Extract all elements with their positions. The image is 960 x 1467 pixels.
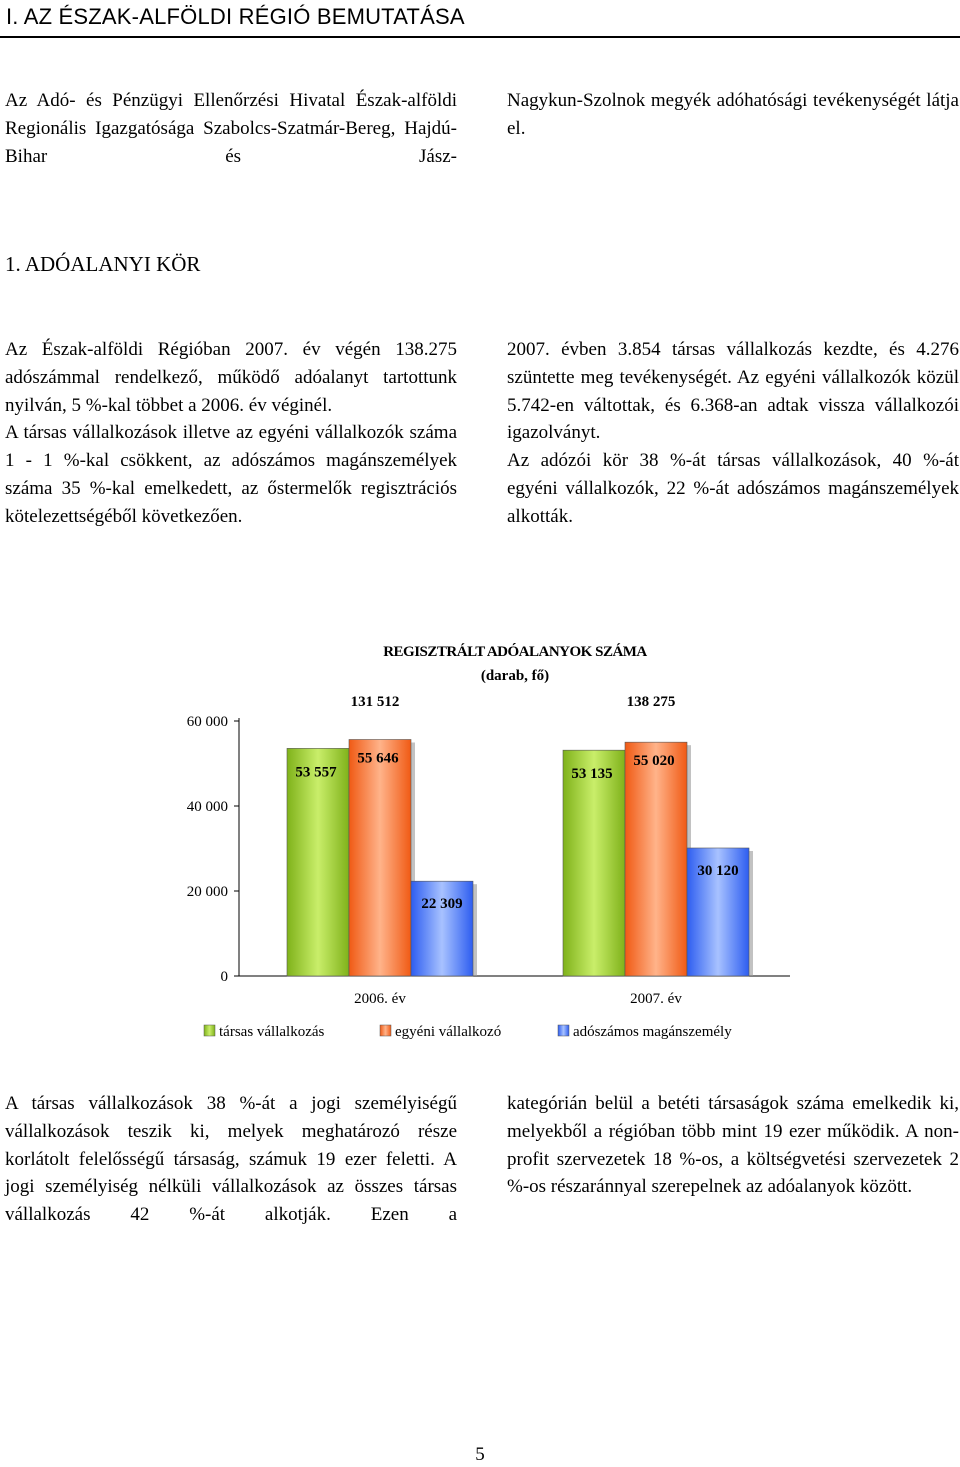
legend-swatch bbox=[380, 1025, 391, 1036]
data-label: 30 120 bbox=[697, 862, 739, 879]
data-label: 22 309 bbox=[421, 896, 463, 913]
total-label: 138 275 bbox=[626, 694, 676, 710]
data-label: 55 020 bbox=[633, 753, 675, 770]
data-label: 55 646 bbox=[357, 750, 399, 767]
legend-label: adószámos magánszemély bbox=[573, 1024, 732, 1040]
bar-társas-vállalkozás bbox=[287, 748, 349, 976]
bottom-right-text: kategórián belül a betéti társaságok száma emelkedik ki, melyekből a régióban több mint 19 ezer működik. A non-profit szervezetek 18 %-os, a költségvetési szervezetek 2 %-os részaránnyal szerepelnek az adóalanyok között. bbox=[507, 1093, 959, 1198]
chart-subtitle: (darab, fő) bbox=[480, 668, 550, 684]
section-right-paragraph-1: 2007. évben 3.854 társas vállalkozás kezdte, és 4.276 szüntette meg tevékenységét. Az egyéni vállalkozók közül 5.742-en váltottak, és 6.368-an adtak vissza vállalkozói igazolványt. bbox=[507, 339, 959, 444]
bar-chart bbox=[0, 630, 960, 1060]
legend-swatch bbox=[204, 1025, 215, 1036]
intro-left-text: Az Adó- és Pénzügyi Ellenőrzési Hivatal Észak-alföldi Regionális Igazgatósága Szabolcs-Szatmár-Bereg, Hajdú-Bihar és Jász- bbox=[5, 90, 457, 167]
chart-title: REGISZTRÁLT ADÓALANYOK SZÁMA bbox=[383, 644, 647, 660]
legend-label: egyéni vállalkozó bbox=[395, 1024, 502, 1040]
section-heading: 1. ADÓALANYI KÖR bbox=[5, 252, 201, 276]
section-left-paragraph-1: Az Észak-alföldi Régióban 2007. év végén 138.275 adószámmal rendelkező, működő adóalanyt tartottunk nyilván, 5 %-kal többet a 2006. év véginél. bbox=[5, 339, 457, 416]
intro-right-column bbox=[507, 87, 959, 143]
data-label: 53 557 bbox=[295, 764, 337, 781]
section-right-column bbox=[507, 336, 959, 531]
data-label: 53 135 bbox=[571, 766, 613, 783]
bottom-left-column bbox=[5, 1090, 457, 1229]
intro-left-column bbox=[5, 87, 457, 170]
legend-label: társas vállalkozás bbox=[219, 1024, 325, 1040]
y-tick-label: 20 000 bbox=[186, 884, 228, 900]
bar-egyéni-vállalkozó bbox=[625, 742, 687, 976]
x-tick-label: 2006. év bbox=[354, 991, 406, 1007]
page-header bbox=[0, 0, 960, 38]
section-left-column bbox=[5, 336, 457, 531]
bottom-right-column bbox=[507, 1090, 959, 1201]
total-label: 131 512 bbox=[350, 694, 400, 710]
bottom-left-text: A társas vállalkozások 38 %-át a jogi személyiségű vállalkozások teszik ki, melyek meghatározó része korlátolt felelősségű társaság, számuk 19 ezer feletti. A jogi személyiség nélküli vállalkozások az összes társas vállalkozás 42 %-át alkotják. Ezen a bbox=[5, 1093, 457, 1226]
x-tick-label: 2007. év bbox=[630, 991, 682, 1007]
section-right-paragraph-2: Az adózói kör 38 %-át társas vállalkozások, 40 %-át egyéni vállalkozók, 22 %-át adószámos magánszemélyek alkották. bbox=[507, 450, 959, 527]
intro-right-text: Nagykun-Szolnok megyék adóhatósági tevékenységét látja el. bbox=[507, 90, 959, 139]
page-title: I. AZ ÉSZAK-ALFÖLDI RÉGIÓ BEMUTATÁSA bbox=[6, 4, 465, 29]
page-number: 5 bbox=[475, 1444, 485, 1465]
y-tick-label: 0 bbox=[220, 969, 228, 985]
bar-társas-vállalkozás bbox=[563, 750, 625, 976]
section-left-paragraph-2: A társas vállalkozások illetve az egyéni vállalkozók száma 1 - 1 %-kal csökkent, az adószámos magánszemélyek száma 35 %-kal emelkedett, az őstermelők regisztrációs kötelezettségéből következően. bbox=[5, 422, 457, 527]
bar-egyéni-vállalkozó bbox=[349, 740, 411, 976]
y-tick-label: 40 000 bbox=[186, 799, 228, 815]
legend-swatch bbox=[558, 1025, 569, 1036]
y-tick-label: 60 000 bbox=[186, 714, 228, 730]
